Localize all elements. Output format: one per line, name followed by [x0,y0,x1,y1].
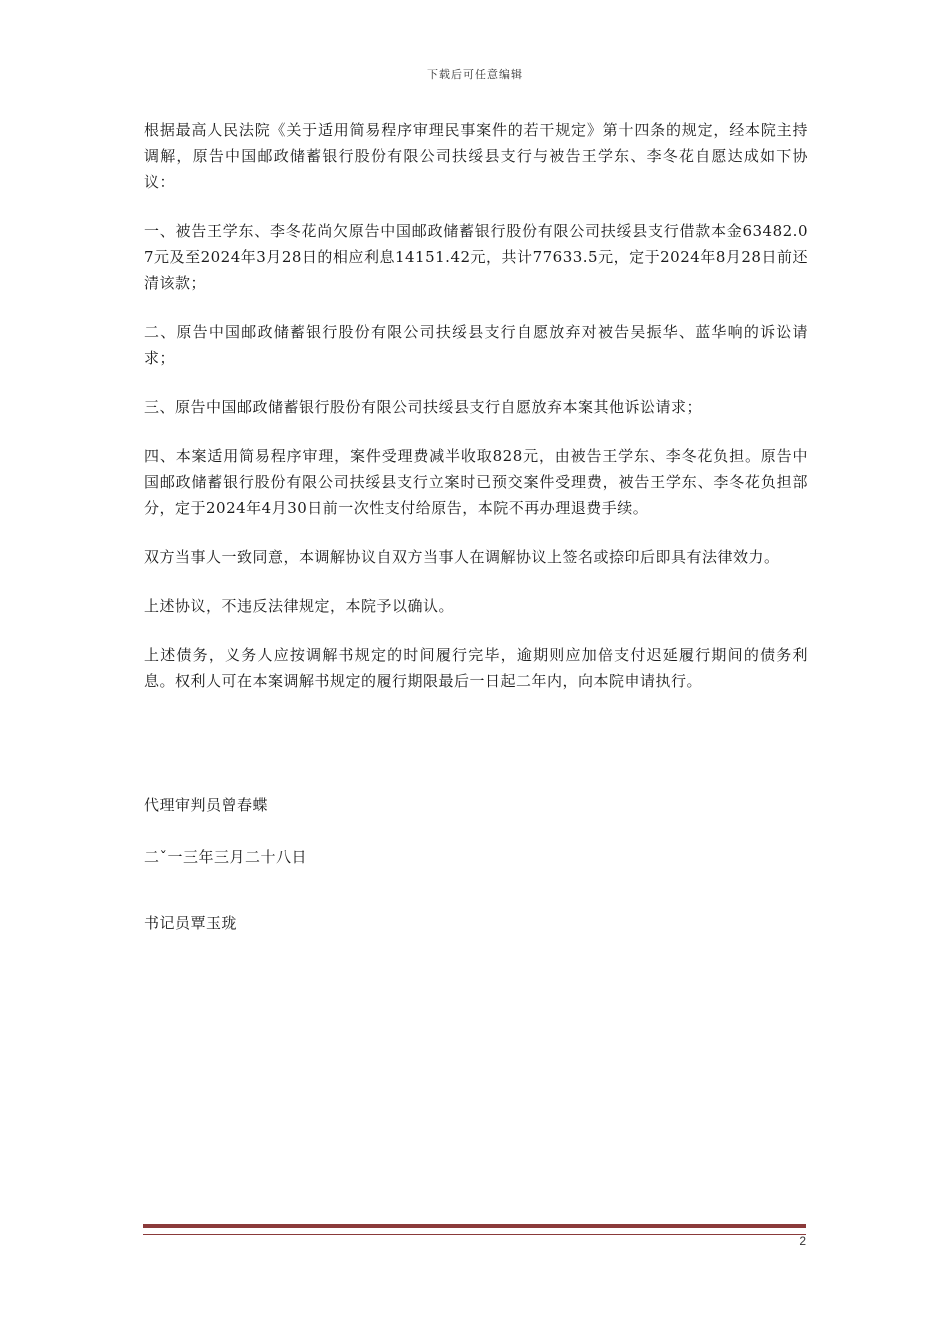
judge-signature: 代理审判员曾春蝶 [144,796,269,814]
paragraph-confirmation: 上述协议，不违反法律规定，本院予以确认。 [144,597,455,615]
page-number: 2 [799,1234,806,1248]
paragraph-enforcement: 上述债务，义务人应按调解书规定的时间履行完毕，逾期则应加倍支付迟延履行期间的债务利息。权利人可在本案调解书规定的履行期限最后一日起二年内，向本院申请执行。 [144,646,808,690]
header-note: 下载后可任意编辑 [427,68,523,81]
paragraph-clause-2: 二、原告中国邮政储蓄银行股份有限公司扶绥县支行自愿放弃对被告吴振华、蓝华响的诉讼请求； [144,323,808,367]
paragraph-intro: 根据最高人民法院《关于适用简易程序审理民事案件的若干规定》第十四条的规定，经本院主持调解，原告中国邮政储蓄银行股份有限公司扶绥县支行与被告王学东、李冬花自愿达成如下协议： [144,121,808,191]
clerk-signature: 书记员覃玉珑 [144,914,238,932]
footer-divider [143,1224,806,1235]
document-body [144,117,808,717]
signature-date: 二ˇ一三年三月二十八日 [144,848,308,866]
paragraph-clause-1: 一、被告王学东、李冬花尚欠原告中国邮政储蓄银行股份有限公司扶绥县支行借款本金63482.07元及至2024年3月28日的相应利息14151.42元，共计77633.5元，定于2024年8月28日前还清该款； [144,222,808,292]
paragraph-clause-3: 三、原告中国邮政储蓄银行股份有限公司扶绥县支行自愿放弃本案其他诉讼请求； [144,398,703,416]
paragraph-clause-4: 四、本案适用简易程序审理，案件受理费减半收取828元，由被告王学东、李冬花负担。原告中国邮政储蓄银行股份有限公司扶绥县支行立案时已预交案件受理费，被告王学东、李冬花负担部分，定于2024年4月30日前一次性支付给原告，本院不再办理退费手续。 [144,447,808,517]
paragraph-consent: 双方当事人一致同意，本调解协议自双方当事人在调解协议上签名或捺印后即具有法律效力。 [144,548,780,566]
